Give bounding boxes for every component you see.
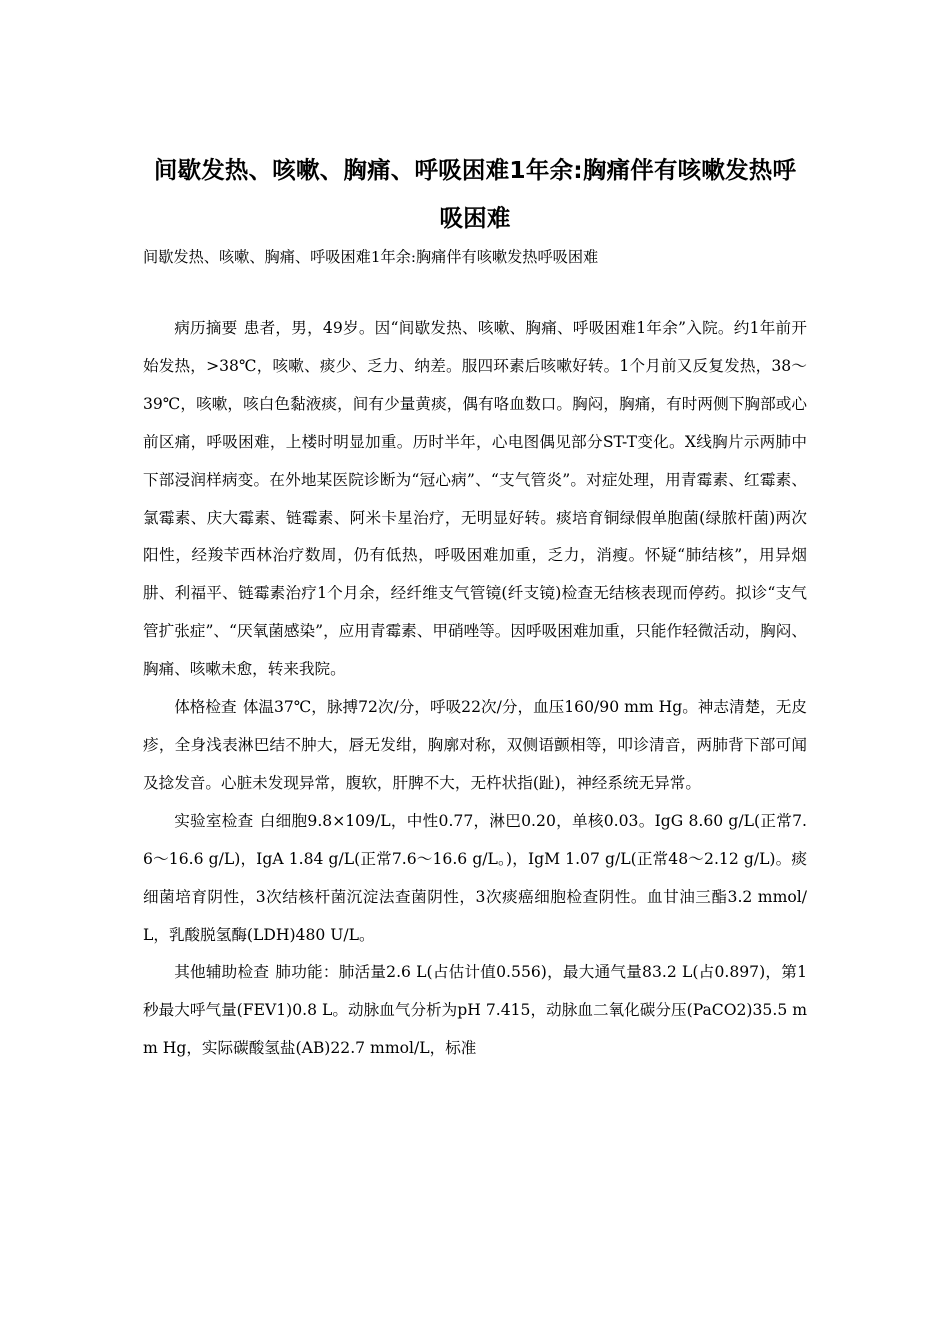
section-text: 体温37℃，脉搏72次/分，呼吸22次/分，血压160/90 mm Hg。神志清楚，无皮疹，全身浅表淋巴结不肿大，唇无发绀，胸廓对称，双侧语颤相等，叩诊清音，两肺背下部可闻及捻发音。心脏未发现异常，腹软，肝脾不大，无杵状指(趾)，神经系统无异常。	[143, 698, 807, 792]
section-label: 其他辅助检查	[174, 963, 270, 982]
section-physical-examination	[143, 689, 807, 803]
section-medical-history-summary	[143, 310, 807, 689]
document-title: 间歇发热、咳嗽、胸痛、呼吸困难1年余:胸痛伴有咳嗽发热呼吸困难	[153, 156, 797, 232]
section-label: 病历摘要	[174, 319, 238, 337]
document-body	[143, 310, 807, 1068]
document-page	[143, 0, 807, 1068]
section-laboratory-tests	[143, 803, 807, 955]
section-label: 体格检查	[174, 698, 237, 717]
section-text: 肺功能：肺活量2.6 L(占估计值0.556)，最大通气量83.2 L(占0.897)，第1秒最大呼气量(FEV1)0.8 L。动脉血气分析为pH 7.415，动脉血二氧化碳分压(PaCO2)35.5 mm Hg，实际碳酸氢盐(AB)22.7 mmol/L，标准	[143, 963, 807, 1058]
section-other-auxiliary-tests	[143, 954, 807, 1068]
section-text: 白细胞9.8×109/L，中性0.77，淋巴0.20，单核0.03。IgG 8.60 g/L(正常7.6～16.6 g/L)，IgA 1.84 g/L(正常7.6～16.6 g/L。)，IgM 1.07 g/L(正常48～2.12 g/L)。痰细菌培育阴性，3次结核杆菌沉淀法查菌阴性，3次痰癌细胞检查阴性。血甘油三酯3.2 mmol/L，乳酸脱氢酶(LDH)480 U/L。	[143, 811, 807, 944]
section-label: 实验室检查	[174, 811, 254, 830]
document-subtitle: 间歇发热、咳嗽、胸痛、呼吸困难1年余:胸痛伴有咳嗽发热呼吸困难	[143, 248, 599, 266]
section-text: 患者，男，49岁。因“间歇发热、咳嗽、胸痛、呼吸困难1年余”入院。约1年前开始发热，>38℃，咳嗽、痰少、乏力、纳差。服四环素后咳嗽好转。1个月前又反复发热，38～39℃，咳嗽，咳白色黏液痰，间有少量黄痰，偶有咯血数口。胸闷，胸痛，有时两侧下胸部或心前区痛，呼吸困难，上楼时明显加重。历时半年，心电图偶见部分ST-T变化。X线胸片示两肺中下部浸润样病变。在外地某医院诊断为“冠心病”、“支气管炎”。对症处理，用青霉素、红霉素、氯霉素、庆大霉素、链霉素、阿米卡星治疗，无明显好转。痰培育铜绿假单胞菌(绿脓杆菌)两次阳性，经羧苄西林治疗数周，仍有低热，呼吸困难加重，乏力，消瘦。怀疑“肺结核”，用异烟肼、利福平、链霉素治疗1个月余，经纤维支气管镜(纤支镜)检查无结核表现而停药。拟诊“支气管扩张症”、“厌氧菌感染”，应用青霉素、甲硝唑等。因呼吸困难加重，只能作轻微活动，胸闷、胸痛、咳嗽未愈，转来我院。	[143, 319, 807, 679]
